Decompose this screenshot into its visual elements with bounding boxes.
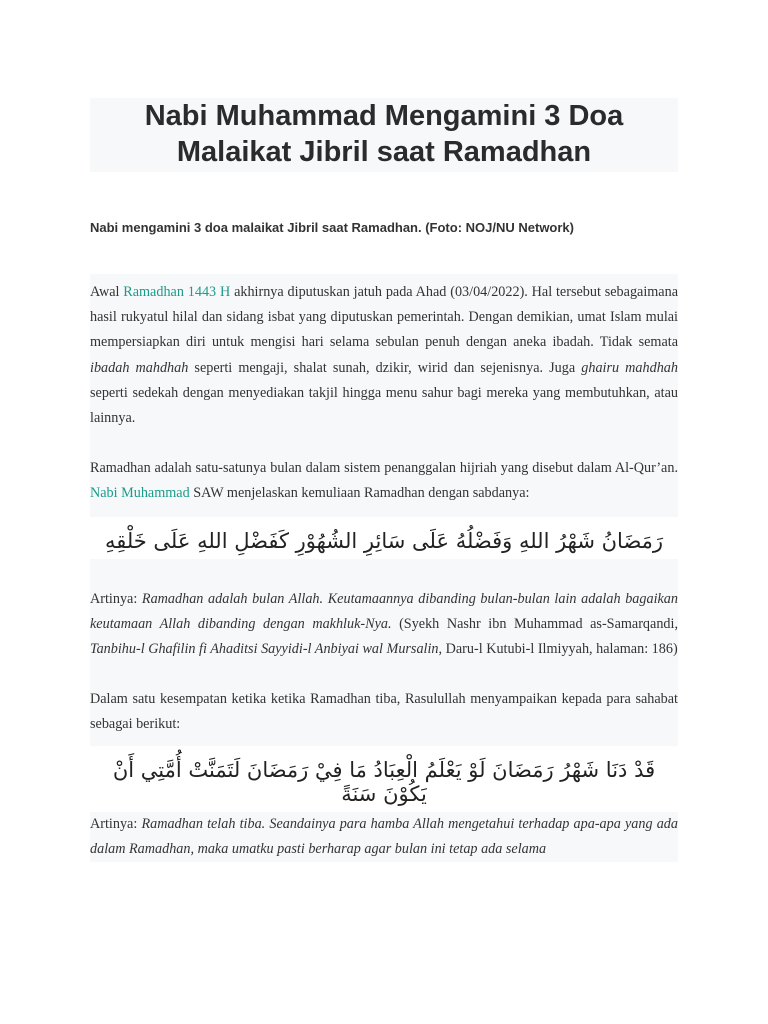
italic-text: Ramadhan adalah bulan Allah. Keutamaannya dibanding bulan-bulan lain adalah bagaikan keutamaan Allah dibanding dengan makhluk-Nya. [90, 590, 678, 632]
text: Artinya: [90, 590, 142, 607]
paragraph-block-3 [90, 812, 678, 862]
arabic-hadith-1: رَمَضَانُ شَهْرُ اللهِ وَفَضْلُهُ عَلَى سَائِرِ الشُهُوْرِ كَفَضْلِ اللهِ عَلَى خَلْقِهِ [104, 528, 664, 553]
paragraph-block-2 [90, 559, 678, 746]
paragraph-ramadhan [90, 456, 678, 506]
text: Awal [90, 284, 124, 300]
paragraph-intro [90, 280, 678, 431]
link-ramadhan-1443[interactable]: Ramadhan 1443 H [123, 284, 231, 300]
italic-text: Ramadhan telah tiba. Seandainya para hamba Allah mengetahui terhadap apa-apa yang ada dalam Ramadhan, maka umatku pasti berharap agar bulan ini tetap ada selama [90, 815, 678, 857]
italic-text: ibadah mahdhah [90, 359, 189, 376]
text: Artinya: [90, 815, 142, 832]
link-nabi-muhammad[interactable]: Nabi Muhammad [90, 485, 190, 502]
arabic-block-2 [90, 746, 678, 812]
text: (Syekh Nashr ibn Muhammad as-Samarqandi, [391, 615, 678, 632]
text: seperti sedekah dengan menyediakan takjil hingga menu sahur bagi mereka yang membutuhkan, atau lainnya. [90, 384, 678, 427]
paragraph-rasulullah: Dalam satu kesempatan ketika ketika Ramadhan tiba, Rasulullah menyampaikan kepada para sahabat sebagai berikut: [90, 691, 678, 733]
text: , Daru-l Kutubi-l Ilmiyyah, halaman: 186) [438, 641, 678, 658]
italic-text: Tanbihu-l Ghafilin fi Ahaditsi Sayyidi-l Anbiyai wal Mursalin [90, 641, 439, 658]
text: SAW menjelaskan kemuliaan Ramadhan dengan sabdanya: [189, 485, 530, 502]
image-caption: Nabi mengamini 3 doa malaikat Jibril saat Ramadhan. (Foto: NOJ/NU Network) [90, 220, 574, 235]
italic-text: ghairu mahdhah [581, 359, 678, 376]
text: Ramadhan adalah satu-satunya bulan dalam sistem penanggalan hijriah yang disebut dalam Al-Qur’an. [90, 460, 678, 477]
text: seperti mengaji, shalat sunah, dzikir, wirid dan sejenisnya. Juga [188, 359, 582, 376]
arabic-hadith-2: قَدْ دَنَا شَهْرُ رَمَضَانَ لَوْ يَعْلَمُ الْعِبَادُ مَا فِيْ رَمَضَانَ لَتَمَنَّتْ أُمَّتِي أَنْ يَكُوْنَ سَنَةً [112, 757, 656, 806]
page-title: Nabi Muhammad Mengamini 3 Doa Malaikat Jibril saat Ramadhan [144, 100, 624, 168]
text: akhirnya diputuskan jatuh pada Ahad (03/04/2022). Hal tersebut sebagaimana hasil rukyatul hilal dan sidang isbat yang diputuskan pemerintah. Dengan demikian, umat Islam mulai mempersiapkan diri untuk mengisi hari selama sebulan penuh dengan aneka ibadah. Tidak semata [90, 284, 678, 351]
paragraph-translation-2 [90, 812, 678, 862]
paragraph-block-1 [90, 274, 678, 517]
article [90, 98, 678, 862]
arabic-block-1 [90, 517, 678, 559]
paragraph-translation-1 [90, 587, 678, 663]
title-box [90, 98, 678, 172]
